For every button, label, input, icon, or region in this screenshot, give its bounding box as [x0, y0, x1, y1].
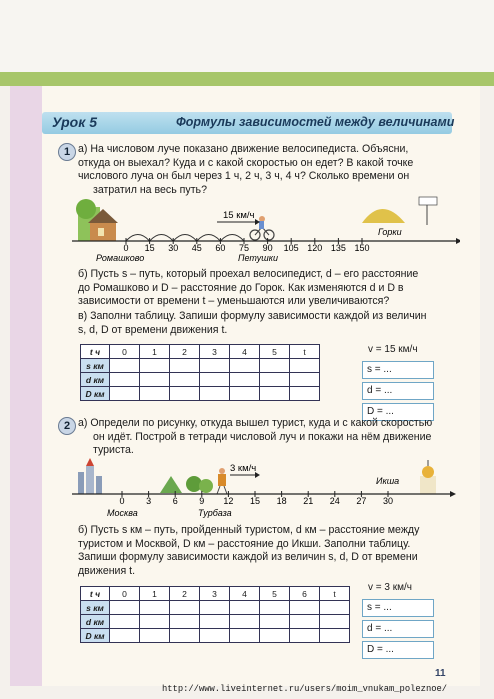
tick-label: 18	[276, 496, 287, 506]
moscow-illustration	[78, 458, 102, 494]
time-value-cell: 1	[140, 587, 170, 601]
answer-cell[interactable]	[200, 629, 230, 643]
answer-cell[interactable]	[230, 601, 260, 615]
tourist-icon	[217, 468, 227, 494]
task-1b-line: до Ромашково и D – расстояние до Горок. Как изменяются d и D в	[78, 281, 404, 294]
number-line-ticks	[119, 491, 393, 506]
jump-arc	[173, 235, 197, 242]
place-ikhsha: Икша	[376, 476, 400, 486]
row-header-cell: D км	[81, 387, 110, 401]
answer-cell[interactable]	[110, 629, 140, 643]
answer-cell[interactable]	[110, 373, 140, 387]
answer-cell[interactable]	[140, 601, 170, 615]
time-value-cell: 5	[260, 345, 290, 359]
answer-cell[interactable]	[230, 373, 260, 387]
speed-label: 3 км/ч	[230, 463, 257, 474]
task-1c-line: s, d, D от времени движения t.	[78, 323, 228, 336]
village-illustration	[76, 199, 118, 241]
tick-label: 75	[238, 243, 250, 253]
task-1c-text	[78, 310, 427, 337]
answer-cell[interactable]	[230, 615, 260, 629]
answer-cell[interactable]	[290, 601, 320, 615]
jump-arc	[150, 235, 174, 242]
time-value-cell: 3	[200, 345, 230, 359]
tick-label: 105	[283, 243, 299, 253]
number-line-ticks	[123, 238, 369, 253]
answer-cell[interactable]	[170, 629, 200, 643]
time-value-cell: 4	[230, 587, 260, 601]
time-value-cell: t	[320, 587, 350, 601]
tick-label: 12	[223, 496, 234, 506]
task-2-speed-value: v = 3 км/ч	[368, 582, 412, 593]
answer-cell[interactable]	[110, 359, 140, 373]
tick-label: 27	[356, 496, 367, 506]
place-moskva: Москва	[107, 508, 138, 518]
ikhsha-church-illustration	[420, 460, 436, 494]
time-value-cell: 3	[200, 587, 230, 601]
task-2a-line: а) Определи по рисунку, откуда вышел турист, куда и с какой скоростью	[78, 417, 433, 429]
task-1-badge: 1	[58, 143, 76, 161]
answer-cell[interactable]	[170, 373, 200, 387]
formula-d-field[interactable]: d = ...	[362, 620, 434, 638]
page-number: 11	[435, 668, 446, 679]
answer-cell[interactable]	[320, 615, 350, 629]
row-header-cell: d км	[81, 373, 110, 387]
tick-label: 15	[249, 496, 261, 506]
time-value-cell: 6	[290, 587, 320, 601]
number-line-arrowhead	[456, 238, 460, 244]
answer-cell[interactable]	[260, 629, 290, 643]
place-gorki: Горки	[378, 227, 402, 237]
task-2a-text	[78, 417, 432, 458]
place-turbaza: Турбаза	[198, 508, 232, 518]
task-1a-text	[78, 143, 413, 197]
time-header-cell: t ч	[81, 345, 110, 359]
tick-label: 24	[329, 496, 340, 506]
source-url: http://www.liveinternet.ru/users/moim_vnukam_poleznoe/	[162, 684, 448, 694]
answer-cell[interactable]	[110, 601, 140, 615]
time-value-cell: 4	[230, 345, 260, 359]
answer-cell[interactable]	[260, 601, 290, 615]
jump-arc	[126, 235, 150, 242]
tick-label: 90	[262, 243, 273, 253]
task-2-table	[80, 586, 350, 643]
page-left-margin	[10, 86, 42, 686]
time-value-cell: 2	[170, 587, 200, 601]
place-petushki: Петушки	[238, 253, 278, 263]
task-1a-line: числового луча он был через 1 ч, 2 ч, 3 ч, 4 ч? Сколько времени он	[78, 170, 410, 183]
task-2b-text	[78, 524, 419, 578]
tick-label: 150	[354, 243, 370, 253]
answer-cell[interactable]	[230, 387, 260, 401]
tick-label: 135	[330, 243, 346, 253]
answer-cell[interactable]	[140, 615, 170, 629]
answer-cell[interactable]	[290, 373, 320, 387]
lesson-title: Формулы зависимостей между величинами	[176, 115, 455, 129]
answer-cell[interactable]	[140, 373, 170, 387]
task-2b-line: Запиши формулу зависимости каждой из величин s, d, D от времени	[78, 551, 418, 564]
answer-cell[interactable]	[200, 601, 230, 615]
answer-cell[interactable]	[260, 387, 290, 401]
formula-D-field[interactable]: D = ...	[362, 403, 434, 421]
speed-label: 15 км/ч	[223, 210, 255, 221]
answer-cell[interactable]	[170, 615, 200, 629]
row-header-cell: d км	[81, 615, 110, 629]
tick-label: 15	[144, 243, 155, 253]
hill-illustration	[362, 197, 437, 225]
answer-cell[interactable]	[290, 615, 320, 629]
time-value-cell: 0	[110, 587, 140, 601]
answer-cell[interactable]	[260, 359, 290, 373]
answer-cell[interactable]	[140, 629, 170, 643]
task-1-table	[80, 344, 320, 401]
tick-label: 0	[119, 496, 125, 506]
formula-d-field[interactable]: d = ...	[362, 382, 434, 400]
task-1a-line: а) На числовом луче показано движение велосипедиста. Объясни,	[78, 143, 409, 155]
answer-cell[interactable]	[110, 615, 140, 629]
task-1-number-line-figure	[60, 195, 460, 265]
time-value-cell: 1	[140, 345, 170, 359]
row-header-cell: D км	[81, 629, 110, 643]
task-2-number-line-figure	[60, 456, 460, 520]
task-1b-line: б) Пусть s – путь, который проехал велосипедист, d – его расстояние	[78, 268, 419, 280]
jump-arc	[220, 235, 244, 242]
answer-cell[interactable]	[320, 629, 350, 643]
formula-D-field[interactable]: D = ...	[362, 641, 434, 659]
top-scan-margin	[0, 0, 494, 72]
answer-cell[interactable]	[320, 601, 350, 615]
answer-cell[interactable]	[200, 359, 230, 373]
row-header-cell: s км	[81, 601, 110, 615]
tourist-base-illustration	[160, 476, 213, 493]
tick-label: 0	[123, 243, 129, 253]
jump-arcs	[126, 235, 244, 242]
task-2-formula-box	[362, 580, 434, 659]
time-header-cell: t ч	[81, 587, 110, 601]
answer-cell[interactable]	[230, 359, 260, 373]
tick-label: 30	[382, 496, 394, 506]
answer-cell[interactable]	[290, 387, 320, 401]
tick-label: 3	[146, 496, 152, 506]
answer-cell[interactable]	[290, 359, 320, 373]
answer-cell[interactable]	[170, 601, 200, 615]
jump-arc	[197, 235, 221, 242]
formula-s-field[interactable]: s = ...	[362, 599, 434, 617]
task-1a-line: затратил на весь путь?	[93, 183, 207, 196]
answer-cell[interactable]	[170, 387, 200, 401]
answer-cell[interactable]	[260, 615, 290, 629]
task-2b-line: б) Пусть s км – путь, пройденный туристом, d км – расстояние между	[78, 524, 420, 536]
time-value-cell: 0	[110, 345, 140, 359]
time-value-cell: t	[290, 345, 320, 359]
tick-label: 21	[303, 496, 314, 506]
answer-cell[interactable]	[200, 615, 230, 629]
row-header-cell: s км	[81, 359, 110, 373]
tick-label: 60	[215, 243, 226, 253]
task-2a-line: туриста.	[93, 444, 134, 457]
answer-cell[interactable]	[200, 373, 230, 387]
answer-cell[interactable]	[230, 629, 260, 643]
task-1c-line: в) Заполни таблицу. Запиши формулу зависимости каждой из величин	[78, 310, 427, 322]
answer-cell[interactable]	[290, 629, 320, 643]
time-value-cell: 2	[170, 345, 200, 359]
time-value-cell: 5	[260, 587, 290, 601]
lesson-number: Урок 5	[52, 114, 98, 130]
tick-label: 30	[168, 243, 179, 253]
green-top-band	[0, 72, 494, 86]
task-2-badge: 2	[58, 417, 76, 435]
answer-cell[interactable]	[170, 359, 200, 373]
task-1-speed-value: v = 15 км/ч	[368, 344, 418, 355]
task-1b-line: зависимости от времени t – уменьшаются или увеличиваются?	[78, 295, 390, 308]
tick-label: 9	[199, 496, 205, 506]
answer-cell[interactable]	[200, 387, 230, 401]
task-2a-line: он идёт. Построй в тетради числовой луч и покажи на нём движение	[93, 430, 432, 443]
task-2b-line: движения t.	[78, 564, 136, 577]
answer-cell[interactable]	[140, 387, 170, 401]
task-1a-line: откуда он выехал? Куда и с какой скоростью он едет? В какой точке	[78, 156, 414, 169]
formula-s-field[interactable]: s = ...	[362, 361, 434, 379]
place-romashkovo: Ромашково	[96, 253, 145, 263]
tick-label: 6	[172, 496, 178, 506]
task-1-formula-box	[362, 342, 434, 421]
number-line-arrowhead	[450, 491, 456, 497]
tick-label: 45	[191, 243, 202, 253]
tick-label: 120	[307, 243, 323, 253]
answer-cell[interactable]	[260, 373, 290, 387]
answer-cell[interactable]	[140, 359, 170, 373]
task-1b-text	[78, 268, 418, 309]
answer-cell[interactable]	[110, 387, 140, 401]
task-2b-line: туристом и Москвой, D км – расстояние до Икши. Заполни таблицу.	[78, 537, 411, 550]
